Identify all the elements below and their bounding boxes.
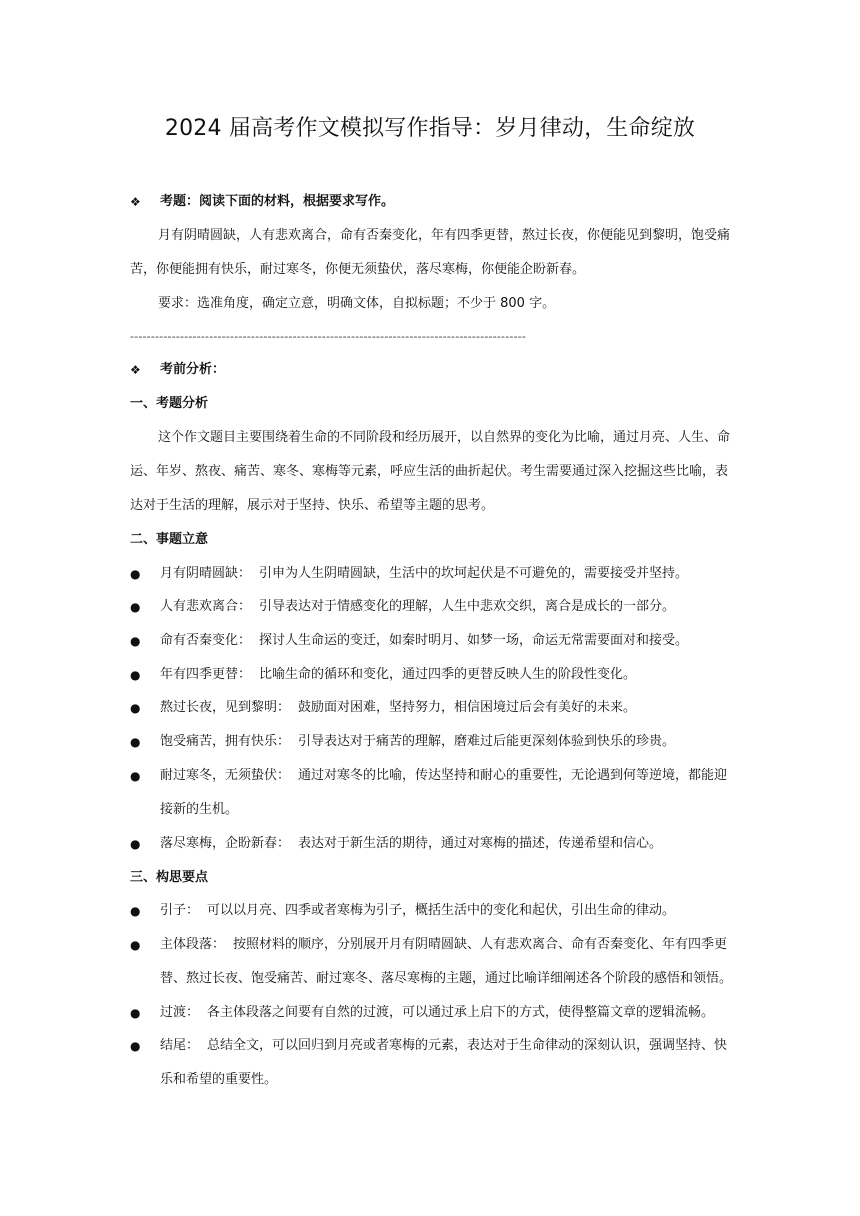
bullet-icon: ●: [130, 904, 141, 918]
material-line-1: 月有阴晴圆缺，人有悲欢离合，命有否秦变化，年有四季更替，熬过长夜，你便能见到黎明，饱受痛: [158, 228, 731, 243]
list-item-text: 表达对于新生活的期待，通过对寒梅的描述，传递希望和信心。: [298, 836, 663, 851]
bullet-icon: ●: [130, 1039, 141, 1053]
diamond-bullet-icon: ❖: [130, 195, 141, 209]
list-item: [160, 1003, 735, 1023]
list-item-continuation: 替、熬过长夜、饱受痛苦、耐过寒冬、落尽寒梅的主题，通过比喻详细阐述各个阶段的感悟和领悟。: [160, 971, 733, 986]
section-1-line-2: 运、年岁、熬夜、痛苦、寒冬、寒梅等元素，呼应生活的曲折起伏。考生需要通过深入挖掘这些比喻，表: [130, 464, 729, 479]
list-item-text: 引导表达对于痛苦的理解，磨难过后能更深刻体验到快乐的珍贵。: [298, 734, 676, 749]
list-item-text: 通过对寒冬的比喻，传达坚持和耐心的重要性，无论遇到何等逆境，都能迎: [298, 768, 728, 783]
list-item-text: 总结全文，可以回归到月亮或者寒梅的元素，表达对于生命律动的深刻认识，强调坚持、快: [207, 1038, 728, 1053]
list-item-term: 熬过长夜，见到黎明：: [160, 700, 291, 715]
bullet-icon: ●: [130, 567, 141, 581]
list-item-term: 引子：: [160, 903, 200, 918]
material-line-2: 苦，你便能拥有快乐，耐过寒冬，你便无须蛰伏，落尽寒梅，你便能企盼新春。: [130, 262, 586, 277]
list-item-text: 引导表达对于情感变化的理解，人生中悲欢交织，离合是成长的一部分。: [259, 599, 676, 614]
list-item-text: 各主体段落之间要有自然的过渡，可以通过承上启下的方式，使得整篇文章的逻辑流畅。: [207, 1005, 715, 1020]
bullet-icon: ●: [130, 701, 141, 715]
bullet-icon: ●: [130, 735, 141, 749]
bullet-icon: ●: [130, 938, 141, 952]
list-item: [160, 564, 735, 584]
list-item-text: 按照材料的顺序，分别展开月有阴晴圆缺、人有悲欢离合、命有否秦变化、年有四季更: [233, 937, 728, 952]
list-item: [160, 698, 735, 718]
bullet-icon: ●: [130, 769, 141, 783]
list-item-term: 月有阴晴圆缺：: [160, 566, 252, 581]
section-1-line-1: 这个作文题目主要围绕着生命的不同阶段和经历展开，以自然界的变化为比喻，通过月亮、人生、命: [158, 430, 731, 445]
bullet-icon: ●: [130, 1006, 141, 1020]
list-item-continuation: 乐和希望的重要性。: [160, 1072, 278, 1087]
list-item-term: 落尽寒梅，企盼新春：: [160, 836, 291, 851]
list-item: [160, 834, 735, 854]
list-item: [160, 597, 735, 617]
bullet-icon: ●: [130, 634, 141, 648]
bullet-icon: ●: [130, 837, 141, 851]
bullet-icon: ●: [130, 668, 141, 682]
list-item-term: 人有悲欢离合：: [160, 599, 252, 614]
requirement-text: 要求：选准角度，确定立意，明确文体，自拟标题；不少于 800 字。: [158, 296, 556, 311]
list-item: [160, 631, 735, 651]
list-item-term: 主体段落：: [160, 937, 226, 952]
list-item: [160, 1036, 735, 1056]
list-item: [160, 935, 735, 955]
section-1-line-3: 达对于生活的理解，展示对于坚持、快乐、希望等主题的思考。: [130, 498, 495, 513]
list-item: [160, 732, 735, 752]
list-item: [160, 901, 735, 921]
list-item: [160, 665, 735, 685]
list-item-term: 结尾：: [160, 1038, 200, 1053]
page-title: 2024 届高考作文模拟写作指导：岁月律动，生命绽放: [164, 116, 696, 141]
list-item-term: 过渡：: [160, 1005, 200, 1020]
diamond-bullet-icon: ❖: [130, 363, 141, 377]
list-item-text: 可以以月亮、四季或者寒梅为引子，概括生活中的变化和起伏，引出生命的律动。: [207, 903, 676, 918]
analysis-heading: 考前分析：: [160, 362, 226, 377]
divider-line: -----------------------------------------------------------------------------------------------: [130, 330, 527, 343]
list-item-term: 命有否秦变化：: [160, 633, 252, 648]
list-item-term: 饱受痛苦，拥有快乐：: [160, 734, 291, 749]
list-item-text: 探讨人生命运的变迁，如秦时明月、如梦一场，命运无常需要面对和接受。: [259, 633, 689, 648]
list-item: [160, 766, 735, 786]
section-2-title: 二、事题立意: [130, 532, 209, 547]
list-item-text: 比喻生命的循环和变化，通过四季的更替反映人生的阶段性变化。: [259, 667, 637, 682]
bullet-icon: ●: [130, 600, 141, 614]
topic-heading: 考题：阅读下面的材料，根据要求写作。: [160, 194, 395, 209]
list-item-term: 耐过寒冬，无须蛰伏：: [160, 768, 291, 783]
list-item-continuation: 接新的生机。: [160, 802, 239, 817]
section-3-title: 三、构思要点: [130, 870, 209, 885]
section-1-title: 一、考题分析: [130, 396, 209, 411]
list-item-text: 引申为人生阴晴圆缺，生活中的坎坷起伏是不可避免的，需要接受并坚持。: [259, 566, 689, 581]
list-item-text: 鼓励面对困难，坚持努力，相信困境过后会有美好的未来。: [298, 700, 637, 715]
list-item-term: 年有四季更替：: [160, 667, 252, 682]
